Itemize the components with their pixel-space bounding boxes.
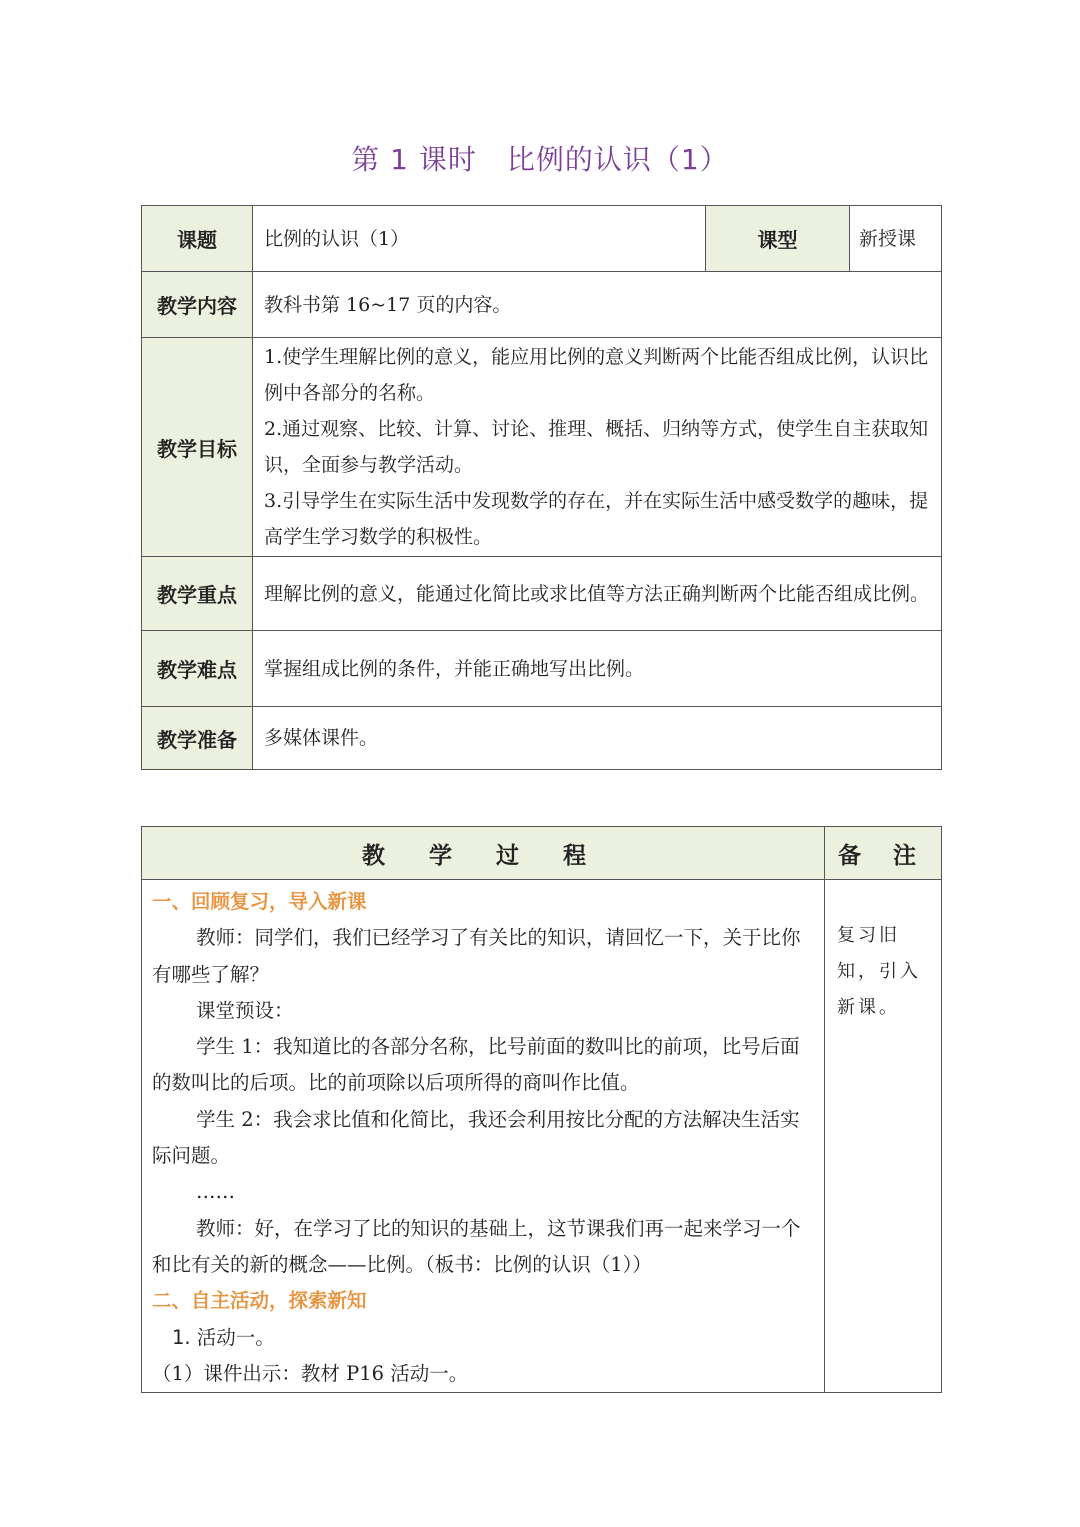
lesson-topic: 比例的认识（1） xyxy=(506,143,729,176)
preparation-value: 多媒体课件。 xyxy=(253,707,942,770)
difficulty-value: 掌握组成比例的条件，并能正确地写出比例。 xyxy=(253,631,942,707)
type-value: 新授课 xyxy=(850,206,942,272)
lesson-info-table xyxy=(141,205,942,770)
page-title xyxy=(0,138,1080,178)
difficulty-label: 教学难点 xyxy=(142,631,253,707)
content-value: 教科书第 16~17 页的内容。 xyxy=(253,272,942,338)
notes-header: 备 注 xyxy=(825,827,942,880)
section-heading: 二、自主活动，探索新知 xyxy=(152,1289,367,1313)
goal-item: 1.使学生理解比例的意义，能应用比例的意义判断两个比能否组成比例，认识比例中各部分的名称。 xyxy=(264,346,929,404)
topic-value: 比例的认识（1） xyxy=(253,206,706,272)
paragraph: 教师：好，在学习了比的知识的基础上，这节课我们再一起来学习一个和比有关的新的概念——比例。（板书：比例的认识（1）） xyxy=(152,1216,801,1276)
content-label: 教学内容 xyxy=(142,272,253,338)
topic-label: 课题 xyxy=(142,206,253,272)
key-points-label: 教学重点 xyxy=(142,557,253,631)
ellipsis: …… xyxy=(196,1180,235,1204)
activity-item: 1. 活动一。 xyxy=(172,1325,275,1349)
paragraph: 学生 1：我知道比的各部分名称，比号前面的数叫比的前项，比号后面的数叫比的后项。比的前项除以后项所得的商叫作比值。 xyxy=(152,1035,800,1095)
activity-subitem: （1）课件出示：教材 P16 活动一。 xyxy=(152,1361,469,1385)
notes-cell: 复习旧知，引入新课。 xyxy=(825,880,942,1393)
goals-label: 教学目标 xyxy=(142,338,253,557)
section-heading: 一、回顾复习，导入新课 xyxy=(152,890,367,913)
preparation-label: 教学准备 xyxy=(142,707,253,770)
goal-item: 3.引导学生在实际生活中发现数学的存在，并在实际生活中感受数学的趣味，提高学生学习数学的积极性。 xyxy=(264,490,929,548)
key-points-value: 理解比例的意义，能通过化简比或求比值等方法正确判断两个比能否组成比例。 xyxy=(253,557,942,631)
process-body xyxy=(142,880,825,1393)
teaching-process-table xyxy=(141,826,942,1393)
goal-item: 2.通过观察、比较、计算、讨论、推理、概括、归纳等方式，使学生自主获取知识，全面参与教学活动。 xyxy=(264,418,929,476)
paragraph: 学生 2：我会求比值和化简比，我还会利用按比分配的方法解决生活实际问题。 xyxy=(152,1107,800,1168)
paragraph: 课堂预设： xyxy=(196,998,294,1022)
lesson-number: 第 1 课时 xyxy=(351,143,477,176)
paragraph: 教师：同学们，我们已经学习了有关比的知识，请回忆一下，关于比你有哪些了解？ xyxy=(152,926,801,986)
goals-cell xyxy=(253,338,942,557)
process-header: 教 学 过 程 xyxy=(142,827,825,880)
type-label: 课型 xyxy=(706,206,850,272)
